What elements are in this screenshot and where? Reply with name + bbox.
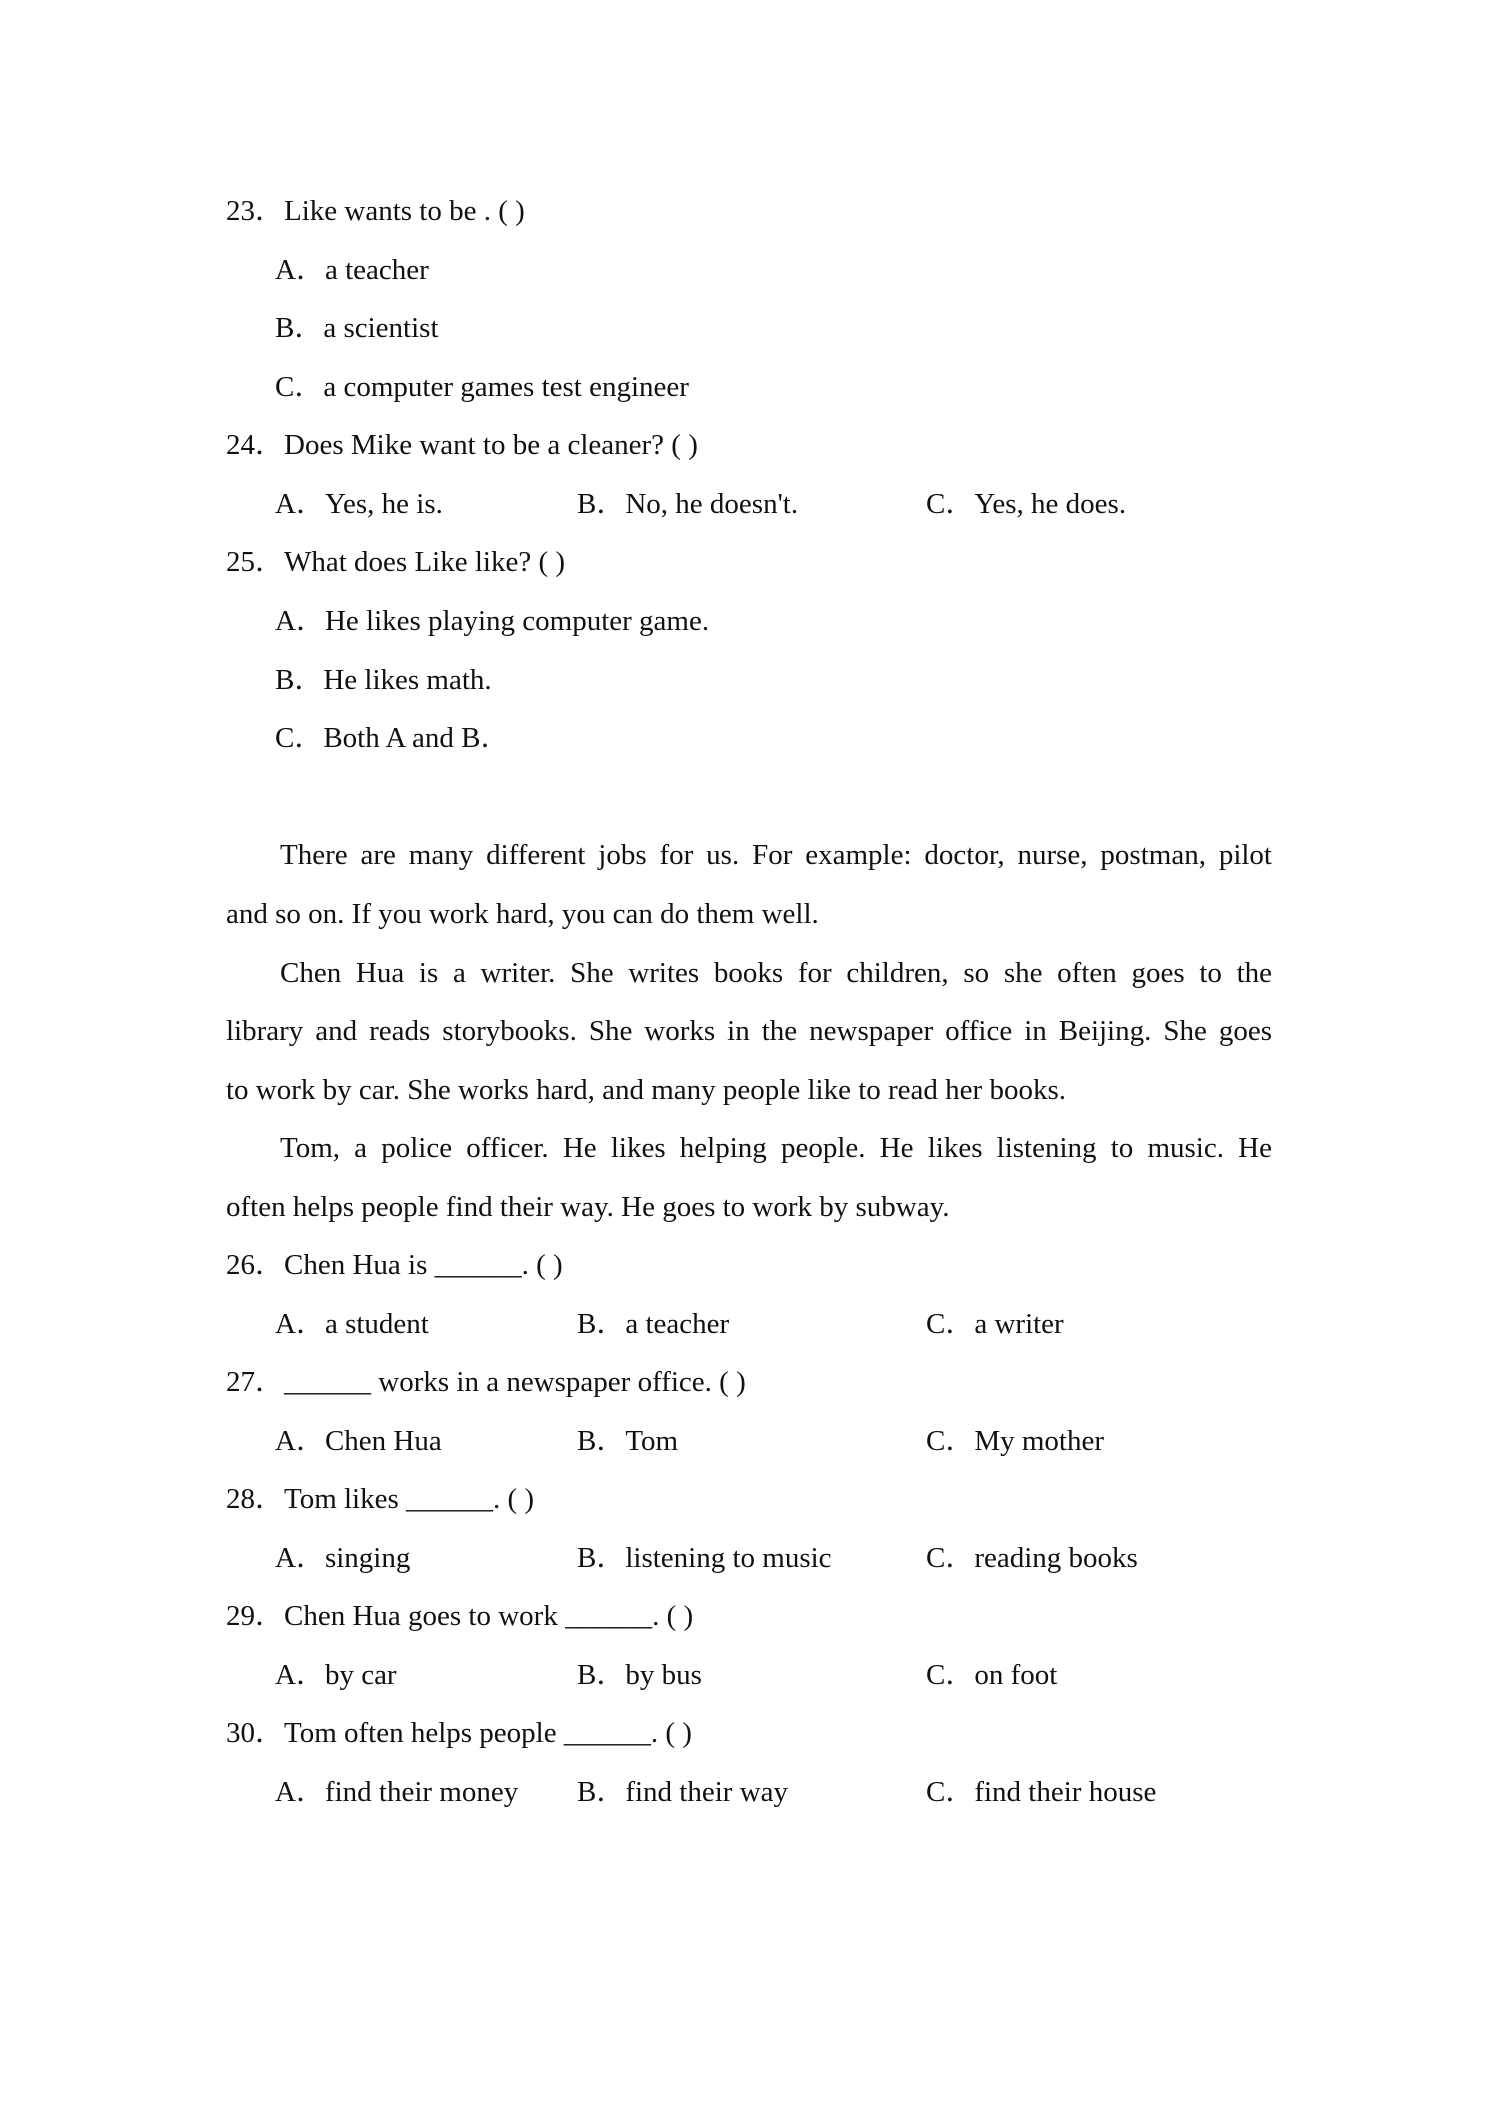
question-27-stem: 27．______ works in a newspaper office. ( ) — [226, 1366, 746, 1398]
question-25-option-b: B．He likes math. — [275, 664, 492, 696]
question-26-stem: 26．Chen Hua is ______. ( ) — [226, 1249, 563, 1281]
passage-paragraph-2-line-1: Chen Hua is a writer. She writes books for children, so she often goes to the — [280, 957, 1272, 989]
question-27-option-a: A．Chen Hua — [275, 1425, 442, 1457]
question-28-option-c: C．reading books — [926, 1542, 1138, 1574]
question-25-option-a: A．He likes playing computer game. — [275, 605, 710, 637]
question-28-stem: 28．Tom likes ______. ( ) — [226, 1483, 535, 1515]
passage-paragraph-3-line-1: Tom, a police officer. He likes helping people. He likes listening to music. He — [280, 1132, 1272, 1164]
question-28-option-b: B．listening to music — [577, 1542, 832, 1574]
question-30-option-a: A．find their money — [275, 1776, 519, 1808]
question-29-stem: 29．Chen Hua goes to work ______. ( ) — [226, 1600, 694, 1632]
question-29-option-a: A．by car — [275, 1659, 397, 1691]
question-25-option-c: C．Both A and B． — [275, 722, 510, 754]
question-24-option-c: C．Yes, he does. — [926, 488, 1127, 520]
question-29-option-b: B．by bus — [577, 1659, 702, 1691]
passage-paragraph-2-line-2: library and reads storybooks. She works in the newspaper office in Beijing. She goes — [226, 1015, 1272, 1047]
question-27-option-b: B．Tom — [577, 1425, 679, 1457]
question-24-stem: 24．Does Mike want to be a cleaner? ( ) — [226, 429, 698, 461]
question-23-option-b: B．a scientist — [275, 312, 439, 344]
question-30-option-b: B．find their way — [577, 1776, 789, 1808]
question-30-stem: 30．Tom often helps people ______. ( ) — [226, 1717, 692, 1749]
question-30-option-c: C．find their house — [926, 1776, 1157, 1808]
question-24-option-b: B．No, he doesn't. — [577, 488, 799, 520]
passage-paragraph-3-line-2: often helps people find their way. He goes to work by subway. — [226, 1191, 950, 1223]
question-27-option-c: C．My mother — [926, 1425, 1105, 1457]
passage-paragraph-1-line-1: There are many different jobs for us. For example: doctor, nurse, postman, pilot — [280, 839, 1272, 871]
question-23-option-c: C．a computer games test engineer — [275, 371, 689, 403]
question-29-option-c: C．on foot — [926, 1659, 1058, 1691]
passage-paragraph-1-line-2: and so on. If you work hard, you can do them well. — [226, 898, 819, 930]
question-26-option-a: A．a student — [275, 1308, 429, 1340]
question-25-stem: 25．What does Like like? ( ) — [226, 546, 566, 578]
question-26-option-b: B．a teacher — [577, 1308, 730, 1340]
question-23-option-a: A．a teacher — [275, 254, 429, 286]
question-28-option-a: A．singing — [275, 1542, 411, 1574]
passage-paragraph-2-line-3: to work by car. She works hard, and many people like to read her books. — [226, 1074, 1066, 1106]
question-26-option-c: C．a writer — [926, 1308, 1064, 1340]
question-24-option-a: A．Yes, he is. — [275, 488, 443, 520]
question-23-stem: 23．Like wants to be . ( ) — [226, 195, 525, 227]
